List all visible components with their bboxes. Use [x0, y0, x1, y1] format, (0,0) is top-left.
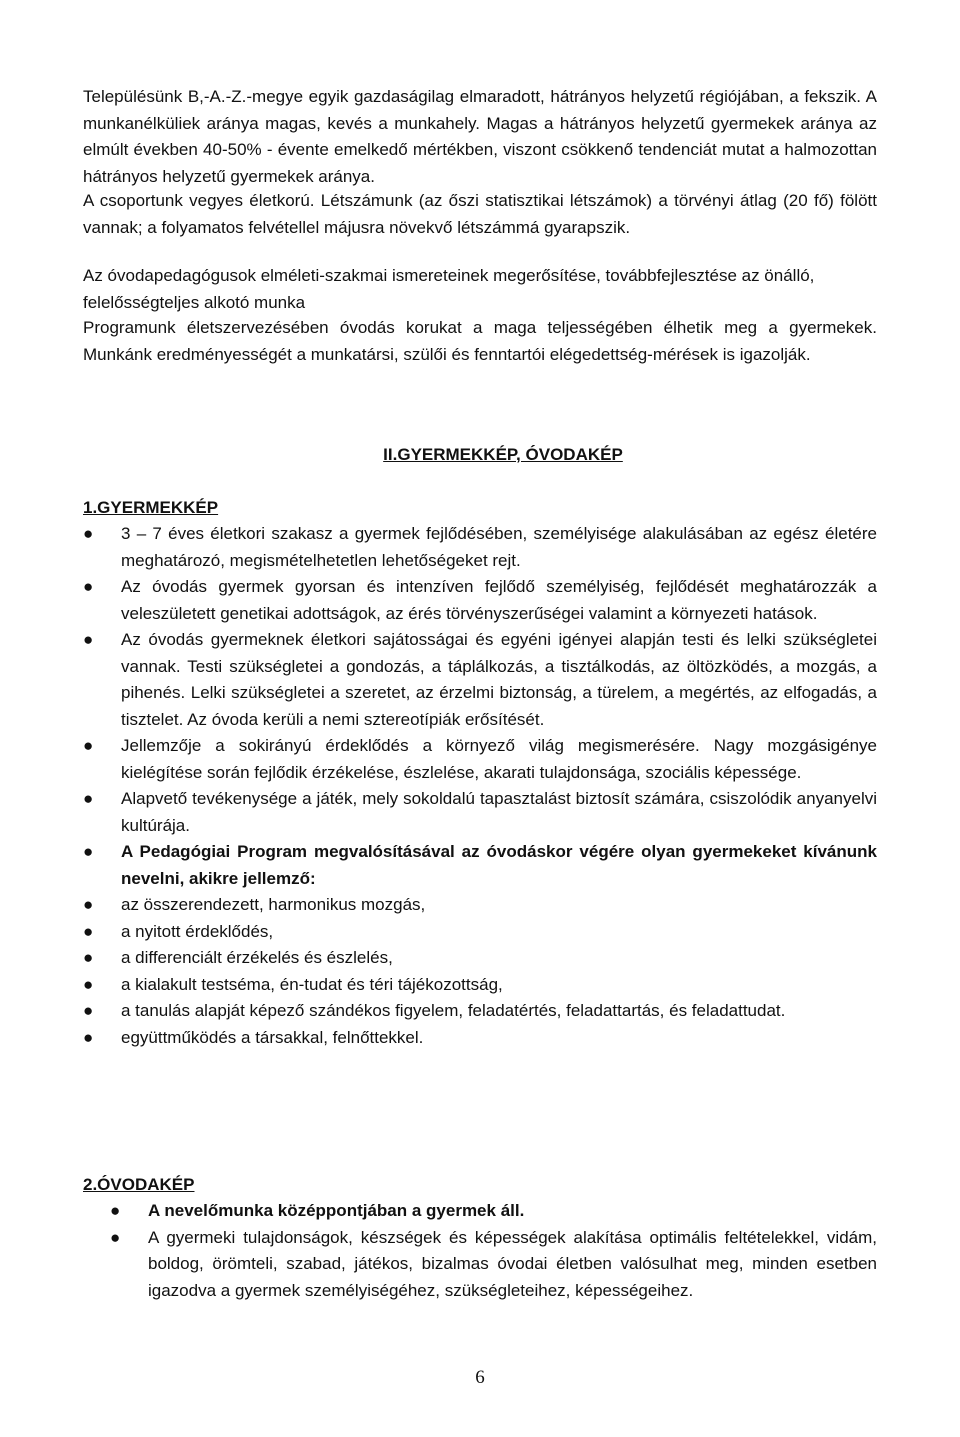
bullet-icon: ●: [83, 895, 94, 914]
teachers-paragraph: Az óvodapedagógusok elméleti-szakmai ismereteinek megerősítése, továbbfejlesztése az önálló, felelősségteljes alkotó munka: [83, 266, 815, 312]
list-item-bold: ● A nevelőmunka középpontjában a gyermek áll.: [110, 1198, 877, 1225]
page-number: 6: [475, 1367, 485, 1388]
bullet-icon: ●: [83, 921, 94, 941]
list-item: ● A gyermeki tulajdonságok, készségek és képességek alakítása optimális feltételekkel, vidám, boldog, örömteli, szabad, játékos, bizalmas óvodai életben valósulhat meg, minden esetben igazodva a gyermek személyiségéhez, szükségleteihez, képességeihez.: [110, 1225, 877, 1305]
bullet-icon: ●: [83, 577, 94, 596]
section-title: II.GYERMEKKÉP, ÓVODAKÉP: [383, 445, 623, 464]
trait-item: ● a differenciált érzékelés és észlelés,: [83, 945, 877, 972]
bullet-icon: ●: [83, 524, 94, 543]
gyermekkep-heading: 1.GYERMEKKÉP: [83, 498, 219, 517]
list-item-bold: ● A Pedagógiai Program megvalósításával az óvodáskor végére olyan gyermekeket kívánunk nevelni, akikre jellemző:: [83, 839, 877, 892]
list-item: ● Az óvodás gyermek gyorsan és intenzíven fejlődő személyiség, fejlődését meghatározzák a veleszületett genetikai adottságok, az érés törvényszerűségei valamint a környezeti hatások.: [83, 574, 877, 627]
group-paragraph: A csoportunk vegyes életkorú. Létszámunk (az őszi statisztikai létszámok) a törvényi átlag (20 fő) fölött vannak; a folyamatos felvétellel májusra növekvő létszámmá gyarapszik.: [83, 191, 877, 237]
bullet-icon: ●: [83, 974, 94, 994]
trait-item: ● a kialakult testséma, én-tudat és téri tájékozottság,: [83, 972, 877, 999]
list-item: ● Jellemzője a sokirányú érdeklődés a környező világ megismerésére. Nagy mozgásigénye kielégítése során fejlődik érzékelése, észlelése, akarati tulajdonsága, szociális képessége.: [83, 733, 877, 786]
bullet-icon: ●: [110, 1227, 121, 1247]
list-item: ● Alapvető tevékenysége a játék, mely sokoldalú tapasztalást biztosít számára, csiszolódik anyanyelvi kultúrája.: [83, 786, 877, 839]
list-item: ● Az óvodás gyermeknek életkori sajátosságai és egyéni igényei alapján testi és lelki szükségletei vannak. Testi szükségletei a gondozás, a táplálkozás, a tisztálkodás, az öltözködés, a mozgás, a pihenés. Lelki szükségletei a szeretet, az érzelmi biztonság, a türelem, a megértés, az elfogadás, a tisztelet. Az óvoda kerüli a nemi sztereotípiák erősítését.: [83, 627, 877, 733]
bullet-icon: ●: [83, 630, 94, 649]
list-item: ● 3 – 7 éves életkori szakasz a gyermek fejlődésében, személyisége alakulásában az egész életére meghatározó, megismételhetetlen lehetőségeket rejt.: [83, 521, 877, 574]
trait-item: ● a tanulás alapját képező szándékos figyelem, feladatértés, feladattartás, és feladattudat.: [83, 998, 877, 1025]
bullet-icon: ●: [83, 736, 94, 755]
bullet-icon: ●: [83, 948, 94, 967]
trait-item: ● az összerendezett, harmonikus mozgás,: [83, 892, 877, 919]
bullet-icon: ●: [83, 842, 94, 861]
trait-item: ● együttműködés a társakkal, felnőttekkel.: [83, 1025, 877, 1052]
bullet-icon: ●: [83, 1001, 94, 1020]
intro-paragraph: Településünk B,-A.-Z.-megye egyik gazdaságilag elmaradott, hátrányos helyzetű régiójában, a fekszik. A munkanélküliek aránya magas, kevés a munkahely. Magas a hátrányos helyzetű gyermekek aránya az elmúlt években 40-50% - évente emelkedő mértékben, viszont csökkenő tendenciát mutat a halmozottan hátrányos helyzetű gyermekek aránya.: [83, 87, 877, 186]
ovodakep-list: [110, 1198, 877, 1304]
program-paragraph: Programunk életszervezésében óvodás korukat a maga teljességében élhetik meg a gyermekek. Munkánk eredményességét a munkatársi, szülői és fenntartói elégedettség-mérések is igazolják.: [83, 318, 877, 364]
bullet-icon: ●: [83, 789, 94, 808]
bullet-icon: ●: [83, 1027, 94, 1047]
ovodakep-heading: 2.ÓVODAKÉP: [83, 1175, 195, 1194]
gyermekkep-list: [83, 521, 877, 1051]
bullet-icon: ●: [110, 1201, 121, 1220]
trait-item: ● a nyitott érdeklődés,: [83, 919, 877, 946]
